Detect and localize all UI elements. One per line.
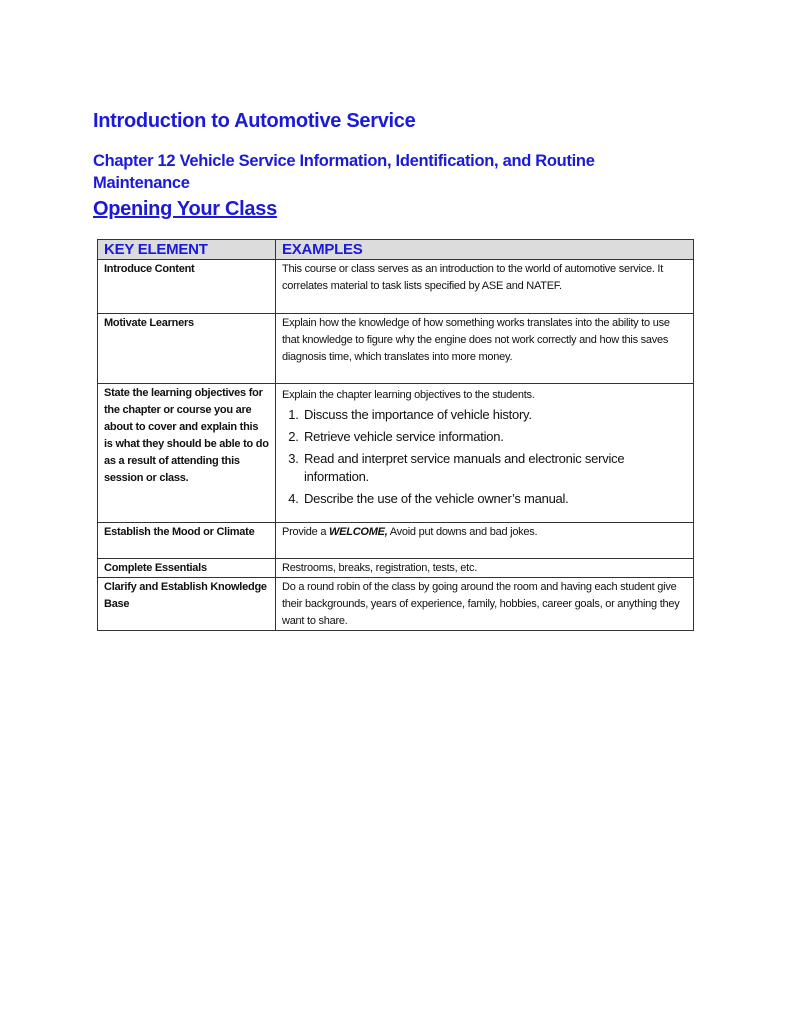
objectives-intro: Explain the chapter learning objectives to the students. (282, 389, 535, 401)
example-cell: This course or class serves as an introduction to the world of automotive service. It correlates material to task lists specified by ASE and NATEF. (276, 260, 694, 314)
welcome-emphasis: WELCOME, (329, 526, 388, 538)
chapter-heading: Chapter 12 Vehicle Service Information, Identification, and Routine Maintenance (93, 152, 595, 192)
objective-item: 4. Describe the use of the vehicle owner’s manual. (302, 490, 687, 508)
objective-item: 3. Read and interpret service manuals and electronic service information. (302, 450, 687, 486)
key-cell: Clarify and Establish Knowledge Base (98, 578, 276, 631)
key-cell: Establish the Mood or Climate (98, 523, 276, 559)
table-row (98, 523, 694, 559)
table-row (98, 260, 694, 314)
header-key-element: KEY ELEMENT (98, 240, 276, 260)
objective-item: 1. Discuss the importance of vehicle history. (302, 406, 687, 424)
section-heading: Opening Your Class (93, 198, 277, 220)
key-cell: Motivate Learners (98, 314, 276, 384)
table-row (98, 559, 694, 578)
table-row (98, 384, 694, 523)
example-cell: Restrooms, breaks, registration, tests, etc. (276, 559, 694, 578)
table-row (98, 578, 694, 631)
example-prefix: Provide a (282, 526, 330, 538)
document-title: Introduction to Automotive Service (93, 110, 416, 132)
table-header-row (98, 240, 694, 260)
example-cell (276, 523, 694, 559)
table-row (98, 314, 694, 384)
key-cell: Complete Essentials (98, 559, 276, 578)
example-cell: Explain how the knowledge of how something works translates into the ability to use that knowledge to figure why the engine does not work correctly and how this saves diagnosis time, which translates into more money. (276, 314, 694, 384)
example-text: Avoid put downs and bad jokes. (387, 526, 538, 538)
objective-item: 2. Retrieve vehicle service information. (302, 428, 687, 446)
header-examples: EXAMPLES (276, 240, 694, 260)
key-elements-table (97, 239, 694, 631)
objectives-list (282, 406, 687, 508)
example-cell: Do a round robin of the class by going around the room and having each student give their backgrounds, years of experience, family, hobbies, career goals, or anything they want to share. (276, 578, 694, 631)
key-cell: Introduce Content (98, 260, 276, 314)
example-cell (276, 384, 694, 523)
key-cell: State the learning objectives for the chapter or course you are about to cover and explain this is what they should be able to do as a result of attending this session or class. (98, 384, 276, 523)
